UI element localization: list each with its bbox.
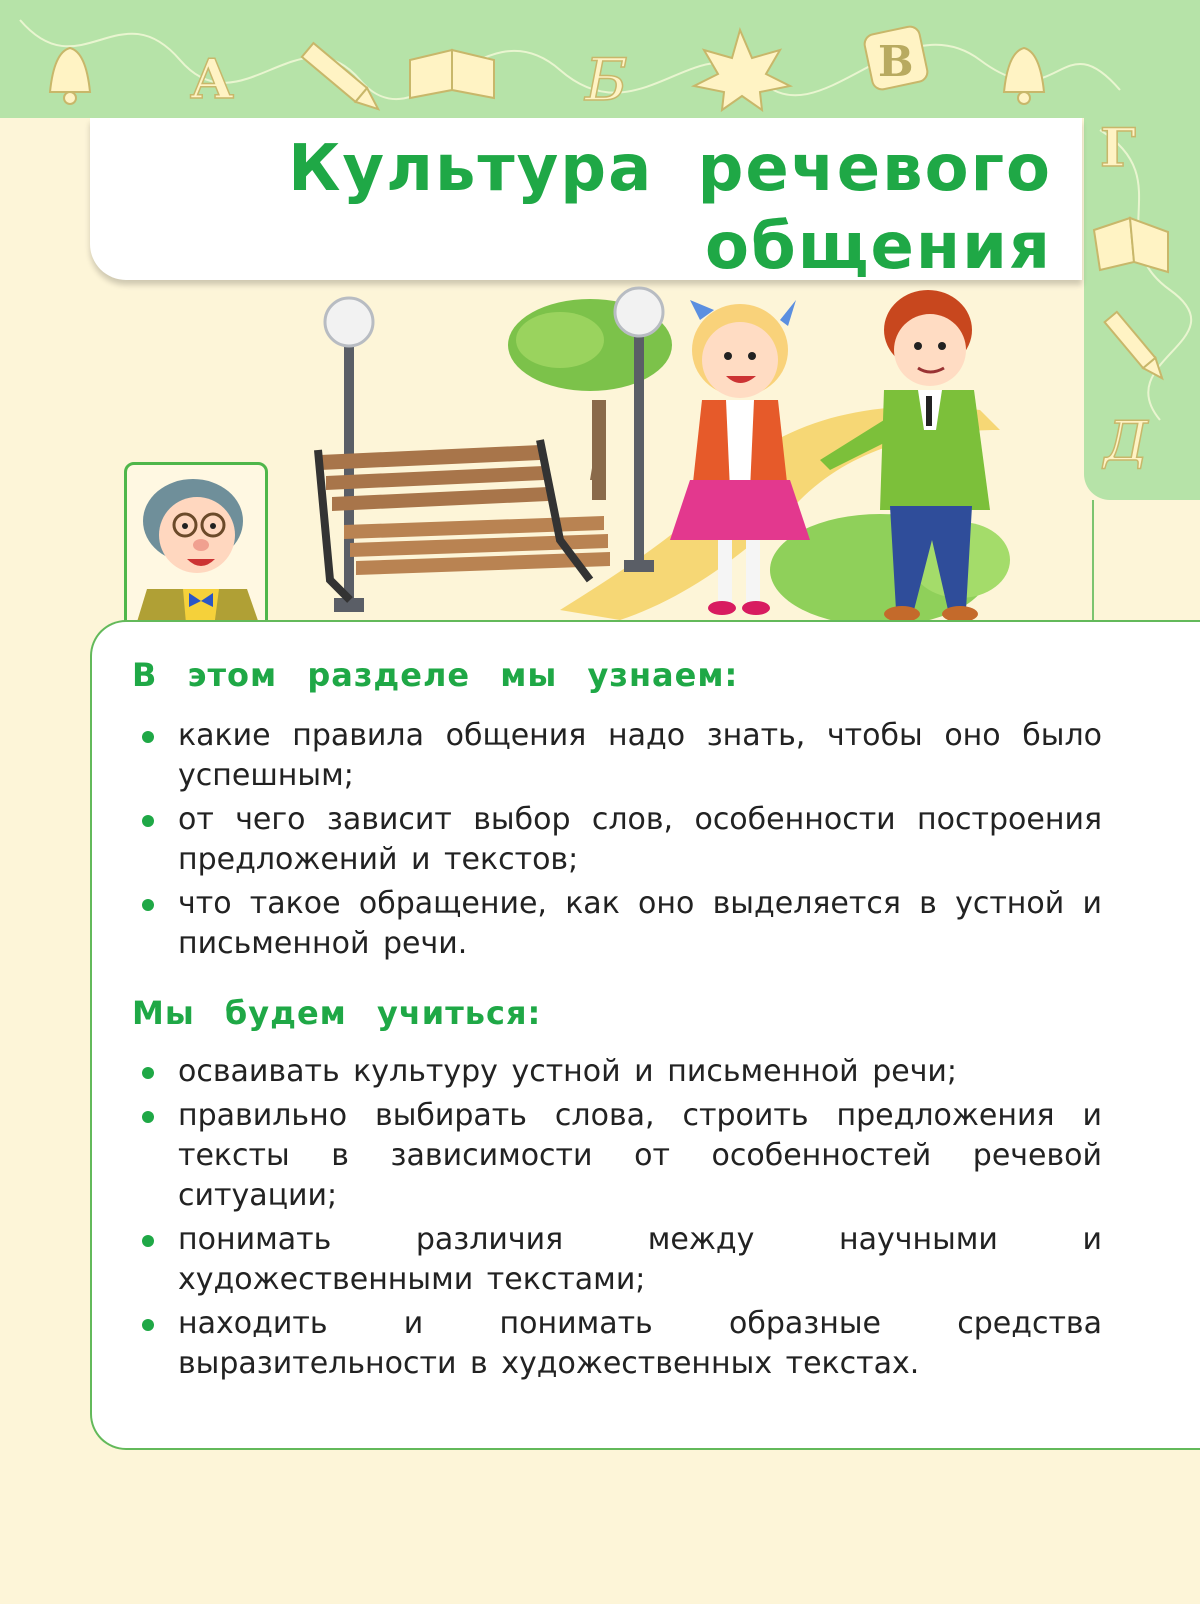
list-item: что такое обращение, как оно выделяется в устной и письменной речи. <box>178 884 1102 964</box>
teacher-portrait-icon <box>127 465 265 635</box>
section-learn-heading: В этом разделе мы узнаем: <box>132 656 739 694</box>
letter-d-icon: Д <box>1104 410 1148 473</box>
book-icon <box>410 50 494 98</box>
content-card <box>90 620 1200 1450</box>
bell-icon <box>1004 48 1044 104</box>
bench-illustration <box>318 440 610 600</box>
letter-g-icon: Г <box>1100 118 1136 179</box>
list-item: находить и понимать образные средства выразительности в художественных текстах. <box>178 1304 1102 1384</box>
page-title-line-2: общения <box>705 210 1052 284</box>
letter-b-icon: Б <box>585 46 628 114</box>
maple-leaf-icon <box>694 30 790 110</box>
letter-v-tile-icon <box>863 25 929 91</box>
section-study-list <box>178 1052 1102 1388</box>
list-item: понимать различия между научными и художественными текстами; <box>178 1220 1102 1300</box>
page-title-line-1: Культура речевого <box>288 132 1052 206</box>
teacher-avatar <box>124 462 268 638</box>
section-study-heading: Мы будем учиться: <box>132 994 542 1032</box>
street-lamp-illustration <box>615 288 663 572</box>
letter-a-icon: А <box>190 47 234 111</box>
list-item: какие правила общения надо знать, чтобы оно было успешным; <box>178 716 1102 796</box>
list-item: правильно выбирать слова, строить предложения и тексты в зависимости от особенностей речевой ситуации; <box>178 1096 1102 1216</box>
page-title <box>288 130 1052 286</box>
list-item: от чего зависит выбор слов, особенности построения предложений и текстов; <box>178 800 1102 880</box>
bell-icon <box>50 48 90 104</box>
book-icon <box>1094 218 1168 272</box>
title-card <box>90 118 1082 284</box>
section-learn-list <box>178 716 1102 968</box>
svg-text:В: В <box>878 37 914 86</box>
list-item: осваивать культуру устной и письменной речи; <box>178 1052 1102 1092</box>
pencil-icon <box>302 43 384 116</box>
